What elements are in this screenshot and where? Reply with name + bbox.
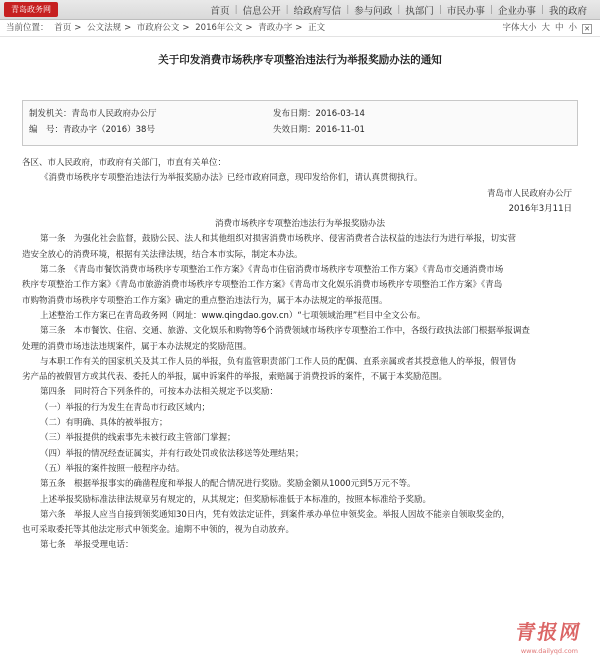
body-paragraph: 第一条 为强化社会监督，鼓励公民、法人和其他组织对损害消费市场秩序、侵害消费者合法权益的违法行为进行举报，切实营 (40, 234, 517, 245)
font-size-small[interactable]: 小 (568, 23, 577, 33)
nav-item-citizen[interactable]: 市民办事 (446, 6, 485, 17)
font-size-control (497, 20, 592, 37)
list-item: （二）有明确、具体的被举报方； (40, 418, 168, 429)
list-item: （五）举报的案件按照一般程序办结。 (40, 463, 185, 474)
meta-number-value: 青政办字（2016）38号 (63, 125, 155, 135)
font-size-large[interactable]: 大 (541, 23, 550, 33)
list-item: （四）举报的情况经查证属实，并有行政处罚或依法移送等处理结果； (40, 448, 304, 459)
watermark-logo: 青报网 (513, 620, 584, 644)
page-title: 关于印发消费市场秩序专项整治违法行为举报奖励办法的通知 (158, 54, 442, 66)
nav-item-departments[interactable]: 执部门 (405, 6, 434, 17)
meta-expire-label: 失效日期： (273, 125, 316, 135)
signature-issuer: 青岛市人民政府办公厅 (486, 188, 572, 199)
breadcrumb-separator: > (245, 23, 253, 33)
meta-issuer-value: 青岛市人民政府办公厅 (71, 109, 157, 119)
meta-number-label: 编 号： (29, 125, 64, 135)
nav-item-info[interactable]: 信息公开 (242, 6, 281, 17)
main-nav (206, 0, 592, 20)
nav-separator: | (346, 5, 350, 15)
nav-item-letter[interactable]: 给政府写信 (293, 6, 342, 17)
document-body (22, 156, 578, 554)
breadcrumb-item-gov-docs[interactable]: 市政府公文 (136, 23, 180, 33)
breadcrumb-item-home[interactable]: 首页 (54, 23, 72, 33)
breadcrumb (6, 20, 328, 37)
body-paragraph: 第二条 《青岛市餐饮消费市场秩序专项整治工作方案》《青岛市住宿消费市场秩序专项整治工作方案》《青岛市交通消费市场 (40, 265, 504, 276)
body-paragraph: 处理的消费市场违法违规案件，属于本办法规定的奖励范围。 (22, 341, 252, 352)
breadcrumb-item-docs[interactable]: 公文法规 (87, 23, 122, 33)
meta-expire-value: 2016-11-01 (315, 125, 365, 135)
top-nav-bar (0, 0, 600, 20)
nav-separator: | (285, 5, 289, 15)
list-item: （一）举报的行为发生在青岛市行政区域内； (40, 402, 211, 413)
breadcrumb-item-year[interactable]: 2016年公文 (195, 23, 243, 33)
breadcrumb-separator: > (295, 23, 303, 33)
nav-separator: | (234, 5, 238, 15)
nav-separator: | (438, 5, 442, 15)
nav-item-my-gov[interactable]: 我的政府 (548, 6, 587, 17)
nav-item-inquiry[interactable]: 参与问政 (354, 6, 393, 17)
font-size-label: 字体大小 (502, 23, 537, 33)
signature-date: 2016年3月11日 (508, 203, 572, 214)
body-paragraph: 也可采取委托等其他法定形式申领奖金。逾期不申领的，视为自动放弃。 (22, 525, 295, 536)
body-paragraph: 上述整治工作方案已在青岛政务网（网址：www.qingdao.gov.cn）“七项领域治理”栏目中全文公布。 (40, 310, 426, 321)
meta-issuer-label: 制发机关： (29, 109, 72, 119)
site-logo[interactable]: 青岛政务网 (4, 2, 58, 17)
body-paragraph: 造安全放心的消费环境，根据有关法律法规，结合本市实际，制定本办法。 (22, 249, 303, 260)
body-paragraph: 第六条 举报人应当自接到领奖通知30日内，凭有效法定证件，到案件承办单位申领奖金。举报人因故不能亲自领取奖金的， (40, 509, 510, 520)
section-title: 消费市场秩序专项整治违法行为举报奖励办法 (214, 219, 385, 230)
nav-separator: | (540, 5, 544, 15)
breadcrumb-separator: > (124, 23, 132, 33)
close-icon[interactable]: ✕ (582, 24, 592, 34)
nav-item-home[interactable]: 首页 (210, 6, 230, 17)
breadcrumb-prefix: 当前位置： (6, 23, 49, 33)
nav-item-enterprise[interactable]: 企业办事 (497, 6, 536, 17)
body-paragraph: 第四条 同时符合下列条件的，可按本办法相关规定予以奖励： (40, 387, 279, 398)
breadcrumb-item-current: 正文 (308, 23, 326, 33)
nav-separator: | (489, 5, 493, 15)
document-meta-box (22, 100, 578, 146)
salutation: 各区、市人民政府，市政府有关部门，市直有关单位： (22, 158, 227, 168)
meta-expire (273, 125, 365, 136)
body-paragraph: 第三条 本市餐饮、住宿、交通、旅游、文化娱乐和购物等6个消费领域市场秩序专项整治工作中，各级行政执法部门根据举报调查 (40, 326, 530, 337)
body-paragraph: 与本职工作有关的国家机关及其工作人员的举报，负有监管职责部门工作人员的配偶、直系亲属或者其授意他人的举报，假冒伪 (40, 356, 517, 367)
body-paragraph: 上述举报奖励标准法律法规章另有规定的，从其规定；但奖励标准低于本标准的，按照本标准给予奖励。 (40, 494, 432, 505)
breadcrumb-separator: > (74, 23, 82, 33)
body-paragraph: 秩序专项整治工作方案》《青岛市旅游消费市场秩序专项整治工作方案》《青岛市文化娱乐消费市场秩序专项整治工作方案》《青岛 (22, 280, 503, 291)
list-item: （三）举报提供的线索事先未被行政主管部门掌握； (40, 433, 236, 444)
body-paragraph: 第五条 根据举报事实的确凿程度和举报人的配合情况进行奖励。奖励金额从1000元到5万元不等。 (40, 479, 416, 490)
breadcrumb-separator: > (182, 23, 190, 33)
body-paragraph: 市购物消费市场秩序专项整治工作方案》确定的重点整治违法行为，属于本办法规定的举报范围。 (22, 295, 388, 306)
body-paragraph: 《消费市场秩序专项整治违法行为举报奖励办法》已经市政府同意，现印发给你们，请认真贯彻执行。 (40, 173, 423, 184)
nav-separator: | (397, 5, 401, 15)
meta-issuer (29, 109, 157, 120)
meta-publish-value: 2016-03-14 (315, 109, 365, 119)
body-paragraph: 第七条 举报受理电话： (40, 540, 134, 551)
watermark-url: www.dailyqd.com (520, 647, 578, 655)
font-size-medium[interactable]: 中 (554, 23, 564, 33)
meta-publish (273, 109, 365, 120)
body-paragraph: 劣产品的被假冒方或其代表、委托人的举报，属申诉案件的举报，索赔属于消费投诉的案件，不属于本奖励范围。 (22, 372, 448, 383)
meta-publish-label: 发布日期： (273, 109, 316, 119)
breadcrumb-bar (0, 20, 600, 37)
meta-number (29, 125, 155, 136)
breadcrumb-item-category[interactable]: 青政办字 (258, 23, 293, 33)
